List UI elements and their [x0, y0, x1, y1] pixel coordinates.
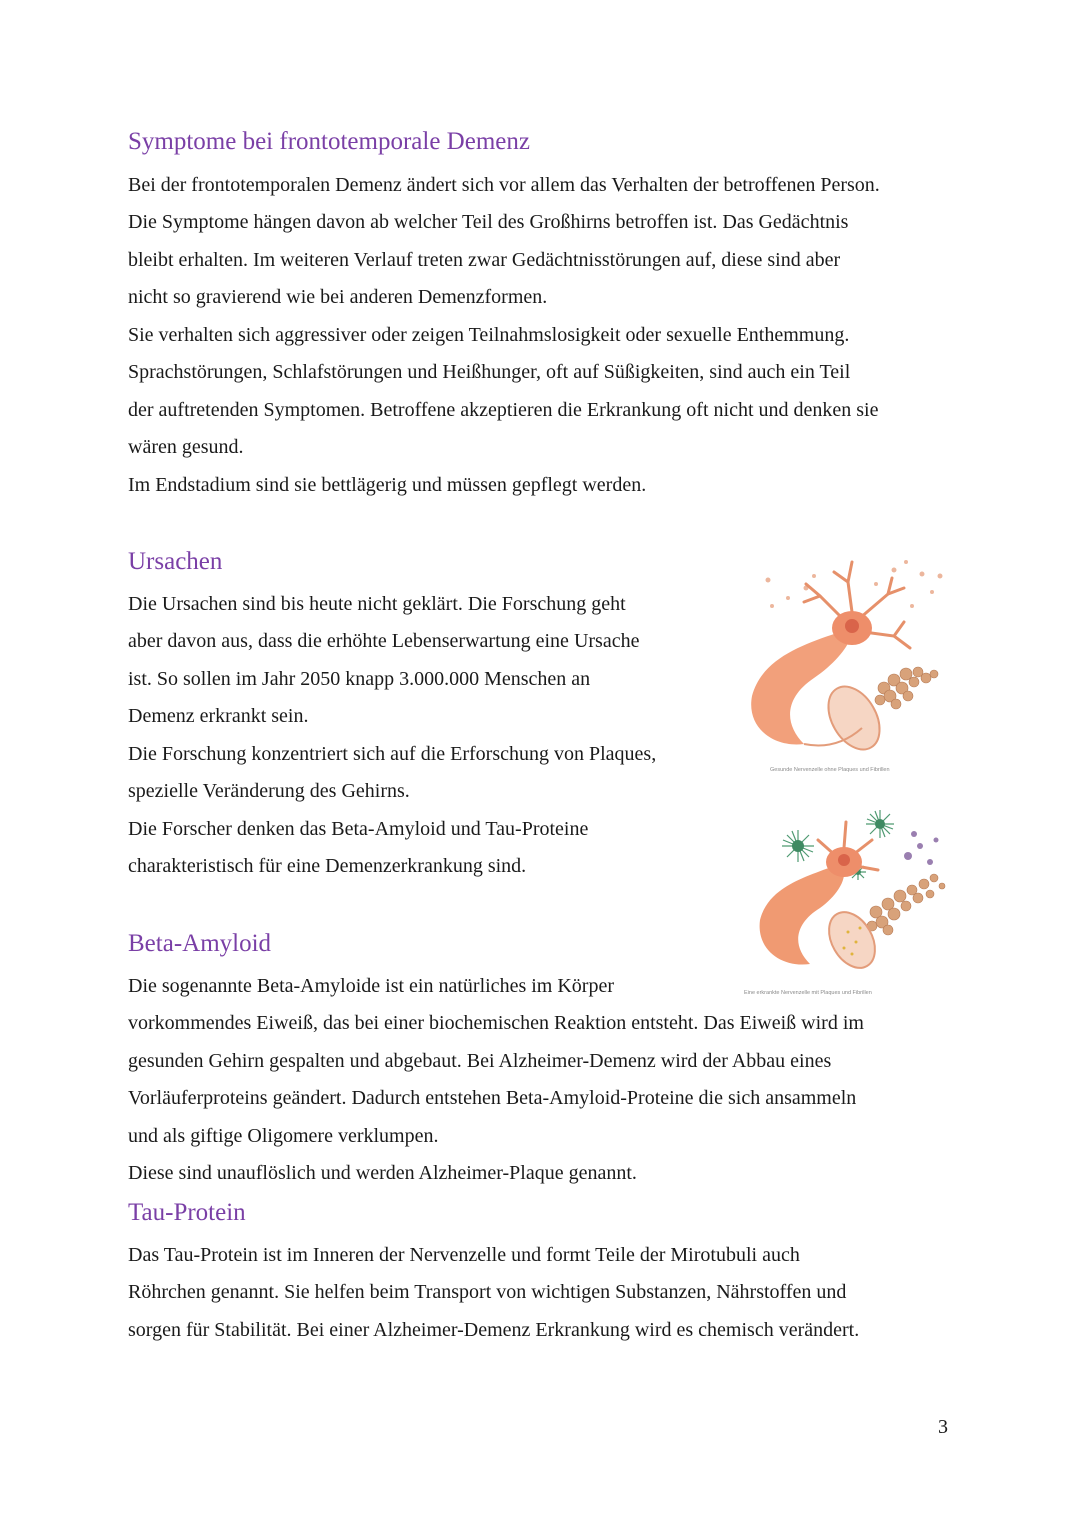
paragraph-line: sorgen für Stabilität. Bei einer Alzheimer-Demenz Erkrankung wird es chemisch verändert.: [128, 1319, 860, 1341]
paragraph-line: Vorläuferproteins geändert. Dadurch entstehen Beta-Amyloid-Proteine die sich ansammeln: [128, 1087, 857, 1109]
paragraph-line: Im Endstadium sind sie bettlägerig und müssen gepflegt werden.: [128, 474, 647, 496]
heading-tau-protein: Tau-Protein: [128, 1199, 246, 1226]
paragraph-line: Die Forschung konzentriert sich auf die Erforschung von Plaques,: [128, 743, 657, 765]
heading-symptoms: Symptome bei frontotemporale Demenz: [128, 128, 530, 155]
healthy-neuron-caption: Gesunde Nervenzelle ohne Plaques und Fibrillen: [770, 767, 890, 773]
paragraph-line: Die Symptome hängen davon ab welcher Teil des Großhirns betroffen ist. Das Gedächtnis: [128, 211, 849, 233]
heading-beta-amyloid: Beta-Amyloid: [128, 930, 272, 957]
paragraph-line: Sie verhalten sich aggressiver oder zeigen Teilnahmslosigkeit oder sexuelle Enthemmung.: [128, 324, 850, 346]
paragraph-line: und als giftige Oligomere verklumpen.: [128, 1125, 439, 1147]
paragraph-line: gesunden Gehirn gespalten und abgebaut. Bei Alzheimer-Demenz wird der Abbau eines: [128, 1050, 832, 1072]
paragraph-line: Diese sind unauflöslich und werden Alzheimer-Plaque genannt.: [128, 1162, 637, 1184]
paragraph-line: ist. So sollen im Jahr 2050 knapp 3.000.000 Menschen an: [128, 668, 591, 690]
healthy-neuron-illustration: [744, 548, 954, 768]
paragraph-line: Die Ursachen sind bis heute nicht geklärt. Die Forschung geht: [128, 593, 626, 615]
paragraph-line: Röhrchen genannt. Sie helfen beim Transport von wichtigen Substanzen, Nährstoffen und: [128, 1281, 847, 1303]
diseased-neuron-illustration: [748, 800, 954, 982]
paragraph-line: charakteristisch für eine Demenzerkrankung sind.: [128, 855, 527, 877]
paragraph-line: Die Forscher denken das Beta-Amyloid und Tau-Proteine: [128, 818, 589, 840]
paragraph-line: spezielle Veränderung des Gehirns.: [128, 780, 410, 802]
paragraph-line: Bei der frontotemporalen Demenz ändert sich vor allem das Verhalten der betroffenen Person.: [128, 174, 880, 196]
page-number: 3: [938, 1416, 948, 1438]
paragraph-line: Demenz erkrankt sein.: [128, 705, 309, 727]
paragraph-line: vorkommendes Eiweiß, das bei einer biochemischen Reaktion entsteht. Das Eiweiß wird im: [128, 1012, 864, 1034]
paragraph-line: Das Tau-Protein ist im Inneren der Nervenzelle und formt Teile der Mirotubuli auch: [128, 1244, 800, 1266]
paragraph-line: aber davon aus, dass die erhöhte Lebenserwartung eine Ursache: [128, 630, 640, 652]
paragraph-line: Die sogenannte Beta-Amyloide ist ein natürliches im Körper: [128, 975, 614, 997]
paragraph-line: bleibt erhalten. Im weiteren Verlauf treten zwar Gedächtnisstörungen auf, diese sind aber: [128, 249, 841, 271]
paragraph-line: Sprachstörungen, Schlafstörungen und Heißhunger, oft auf Süßigkeiten, sind auch ein Teil: [128, 361, 851, 383]
paragraph-line: wären gesund.: [128, 436, 244, 458]
paragraph-line: nicht so gravierend wie bei anderen Demenzformen.: [128, 286, 548, 308]
paragraph-line: der auftretenden Symptomen. Betroffene akzeptieren die Erkrankung oft nicht und denken sie: [128, 399, 879, 421]
heading-causes: Ursachen: [128, 548, 223, 575]
diseased-neuron-caption: Eine erkrankte Nervenzelle mit Plaques und Fibrillen: [744, 990, 872, 996]
